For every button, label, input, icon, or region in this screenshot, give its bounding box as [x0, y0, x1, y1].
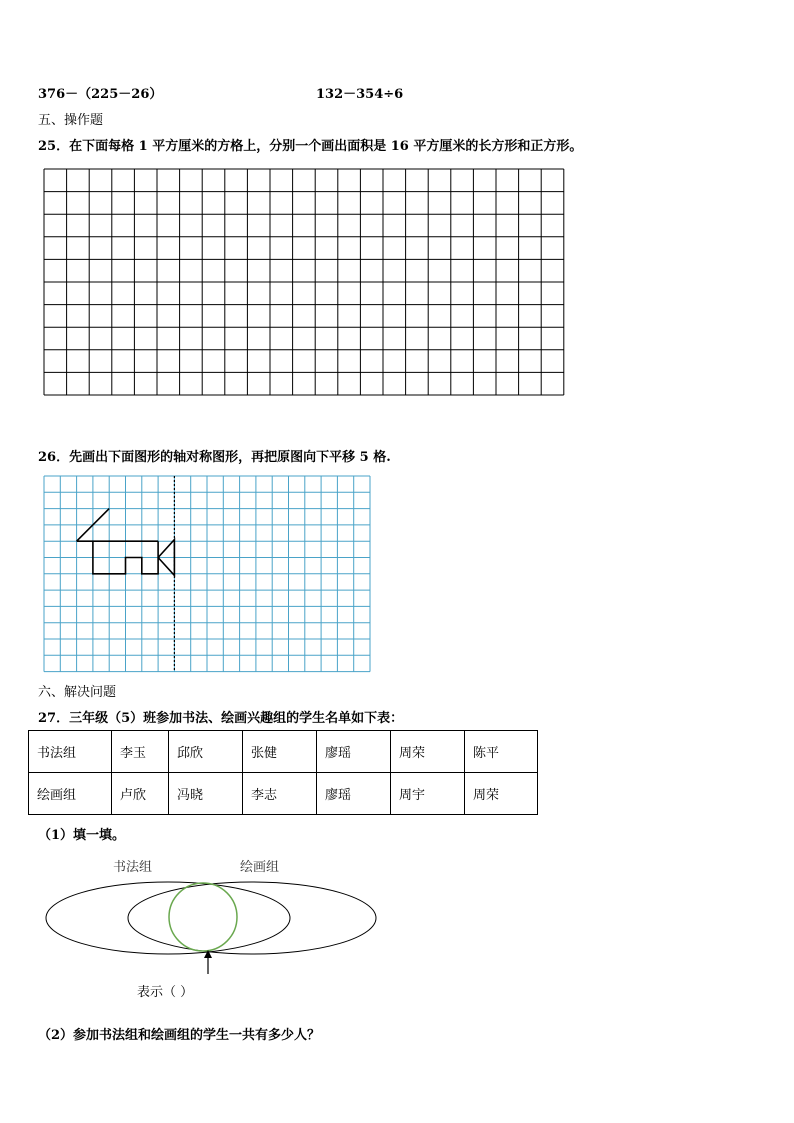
table-cell: 冯晓 — [169, 773, 243, 815]
table-cell: 周宇 — [391, 773, 465, 815]
sub-question-2: （2）参加书法组和绘画组的学生一共有多少人？ — [38, 1028, 321, 1043]
venn-caption: 表示（ ） — [137, 985, 194, 1000]
venn-label-calligraphy: 书法组 — [113, 860, 153, 875]
table-cell: 周荣 — [391, 731, 465, 773]
calc-expression-2: 132－354÷6 — [316, 87, 404, 102]
question-26-text: 26．先画出下面图形的轴对称图形，再把原图向下平移 5 格. — [38, 450, 391, 465]
calc-expression-1: 376－（225－26） — [38, 87, 163, 102]
section-title-5: 五、操作题 — [38, 113, 104, 128]
table-cell: 周荣 — [465, 773, 538, 815]
section-title-6: 六、解决问题 — [38, 685, 117, 700]
blue-grid — [44, 476, 374, 674]
question-25-text: 25．在下面每格 1 平方厘米的方格上，分别一个画出面积是 16 平方厘米的长方形和正方形。 — [38, 139, 583, 154]
table-cell: 廖瑶 — [317, 773, 391, 815]
table-cell: 李玉 — [112, 731, 169, 773]
table-cell: 卢欣 — [112, 773, 169, 815]
venn-intersection-circle — [169, 883, 237, 951]
square-grid — [44, 169, 568, 397]
venn-label-painting: 绘画组 — [240, 860, 280, 875]
question-27-text: 27．三年级（5）班参加书法、绘画兴趣组的学生名单如下表： — [38, 711, 404, 726]
table-row — [29, 731, 538, 773]
sub-question-1: （1）填一填。 — [38, 828, 126, 843]
table-row — [29, 773, 538, 815]
venn-diagram — [42, 878, 382, 968]
table-cell: 绘画组 — [29, 773, 112, 815]
group-members-table — [28, 730, 538, 815]
venn-ellipse-right — [128, 882, 376, 954]
table-cell: 李志 — [243, 773, 317, 815]
table-cell: 陈平 — [465, 731, 538, 773]
table-cell: 书法组 — [29, 731, 112, 773]
table-cell: 张健 — [243, 731, 317, 773]
table-cell: 邱欣 — [169, 731, 243, 773]
venn-ellipse-left — [46, 882, 290, 954]
table-cell: 廖瑶 — [317, 731, 391, 773]
